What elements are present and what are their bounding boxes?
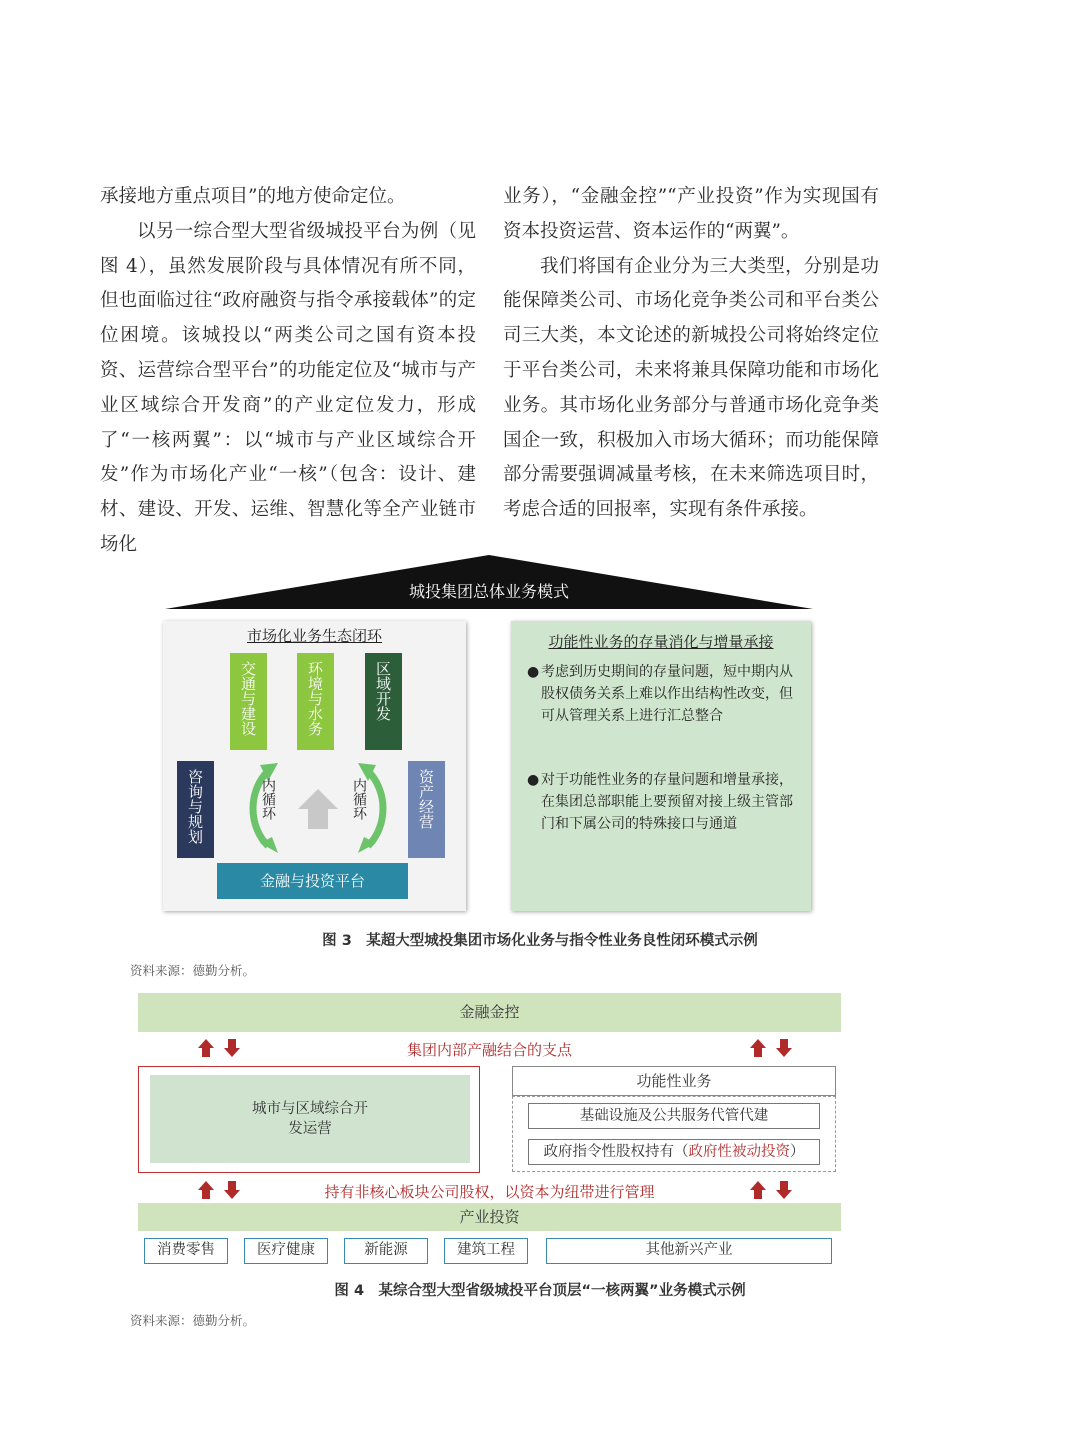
bullet-item: ● 考虑到历史期间的存量问题，短中期内从股权债务关系上难以作出结构性改变，但可从管理关系上进行汇总整合 [527,661,797,727]
functional-business-box [512,1096,836,1172]
market-panel [163,621,466,911]
box-environment: 环境与水务 [297,653,334,750]
updown-arrows-icon [750,1039,798,1059]
box-asset: 资产经营 [408,761,445,858]
figure-3-caption: 图 3 某超大型城投集团市场化业务与指令性业务良性闭环模式示例 [322,933,758,949]
infrastructure-item: 基础设施及公共服务代管代建 [528,1103,820,1129]
figure-4-caption: 图 4 某综合型大型省级城投平台顶层“一核两翼”业务模式示例 [334,1283,746,1299]
functional-business-header: 功能性业务 [512,1066,836,1096]
box-consult: 咨询与规划 [177,761,214,858]
functional-panel [511,621,811,911]
updown-arrows-icon [750,1181,798,1201]
roof-label: 城投集团总体业务模式 [408,582,569,601]
industry-new-energy: 新能源 [344,1238,428,1264]
box-regional: 区域开发 [365,653,402,750]
left-text-column [100,180,476,563]
figure-4 [138,993,842,1263]
functional-panel-title: 功能性业务的存量消化与增量承接 [548,633,774,651]
figure-3 [163,553,815,915]
urban-development-box: 城市与区域综合开发运营 [150,1075,470,1163]
market-panel-title: 市场化业务生态闭环 [246,627,382,645]
finance-holding-bar: 金融金控 [138,993,841,1032]
paragraph: 以另一综合型大型省级城投平台为例（见图 4），虽然发展阶段与具体情况有所不同，但也面临过往“政府融资与指令承接载体”的定位困境。该城投以“两类公司之国有资本投资、运营综合型平台”的功能定位及“城市与产业区域综合开发商”的产业定位发力，形成了“一核两翼”：以“城市与产业区域综合开发”作为市场化产业“一核”（包含：设计、建材、建设、开发、运维、智慧化等全产业链市场化 [100,220,476,555]
industry-healthcare: 医疗健康 [244,1238,328,1264]
industry-emerging: 其他新兴产业 [546,1238,832,1264]
box-transport: 交通与建设 [230,653,267,750]
industry-construction: 建筑工程 [444,1238,528,1264]
bullet-item: ● 对于功能性业务的存量问题和增量承接，在集团总部职能上要预留对接上级主管部门和下属公司的特殊接口与通道 [527,769,797,835]
urban-development-frame [138,1066,480,1173]
cycle-right-label: 内循环 [351,778,367,820]
paragraph: 业务），“金融金控”“产业投资”作为实现国有资本投资运营、资本运作的“两翼”。 [503,186,879,242]
bullet-dot-icon: ● [527,772,540,788]
government-equity-item: 政府指令性股权持有（政府性被动投资） [528,1139,820,1165]
right-text-column [503,180,879,528]
paragraph: 承接地方重点项目”的地方使命定位。 [100,186,406,207]
finance-platform-bar: 金融与投资平台 [217,863,408,899]
industry-consumer: 消费零售 [144,1238,228,1264]
industrial-investment-bar: 产业投资 [138,1203,841,1231]
figure-4-source: 资料来源：德勤分析。 [130,1313,256,1328]
figure-3-source: 资料来源：德勤分析。 [130,963,256,978]
bullet-dot-icon: ● [527,664,540,680]
bottom-link-text: 持有非核心板块公司股权，以资本为纽带进行管理 [324,1183,655,1201]
top-link-text: 集团内部产融结合的支点 [406,1041,572,1059]
cycle-left-label: 内循环 [260,778,276,820]
paragraph: 我们将国有企业分为三大类型，分别是功能保障类公司、市场化竞争类公司和平台类公司三大类，本文论述的新城投公司将始终定位于平台类公司，未来将兼具保障功能和市场化业务。其市场化业务部分与普通市场化竞争类国企一致，积极加入市场大循环；而功能保障部分需要强调减量考核，在未来筛选项目时，考虑合适的回报率，实现有条件承接。 [503,255,879,521]
